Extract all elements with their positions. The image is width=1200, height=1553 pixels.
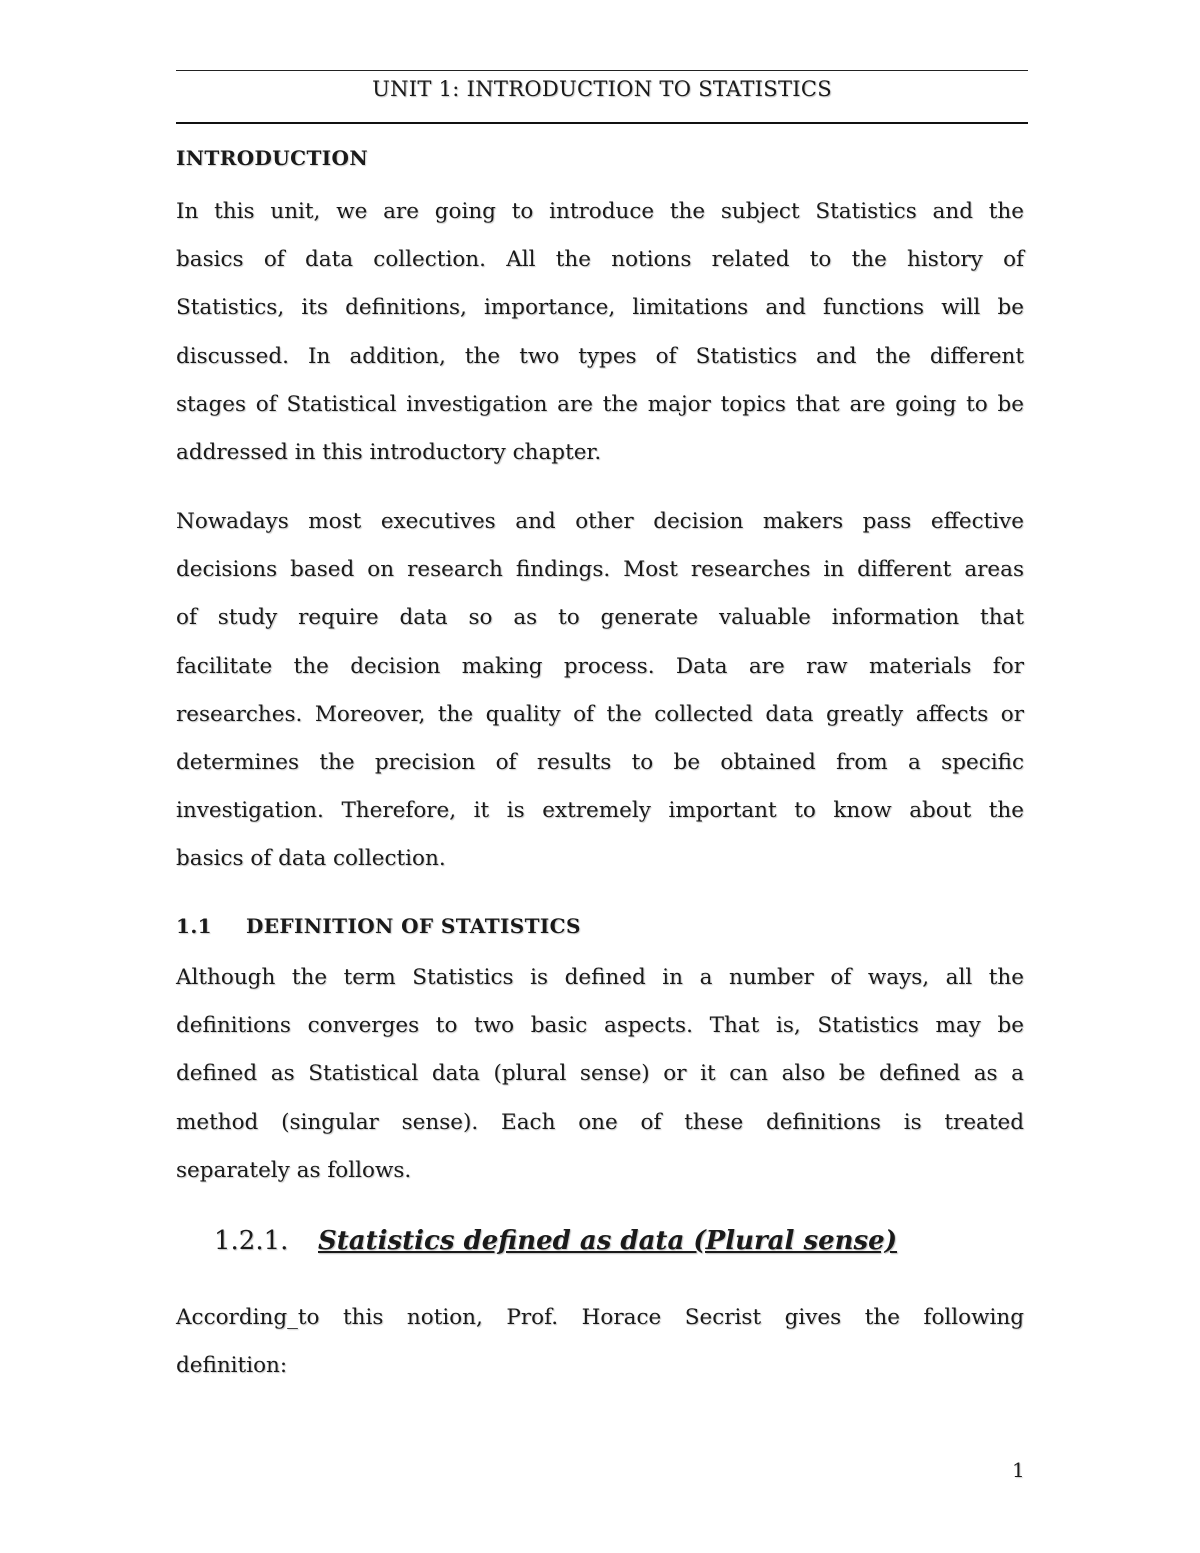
text-line: decisions based on research findings. Most researches in different areas (176, 557, 1024, 583)
text-line: basics of data collection. All the notions related to the history of (176, 247, 1024, 273)
text-line: Nowadays most executives and other decision makers pass effective (176, 509, 1024, 534)
text-line: addressed in this introductory chapter. (176, 440, 602, 466)
section-1-2-1-paragraph (176, 1294, 1024, 1390)
section-number: 1.1 (176, 914, 212, 938)
text-line: definition: (176, 1353, 288, 1379)
text-line: investigation. Therefore, it is extremely important to know about the (176, 798, 1024, 824)
text-line: of study require data so as to generate valuable information that (176, 605, 1024, 631)
text-line: facilitate the decision making process. Data are raw materials for (176, 653, 1024, 679)
introduction-heading: INTRODUCTION (176, 146, 369, 170)
text-line: determines the precision of results to be obtained from a specific (176, 750, 1024, 776)
section-1-1-heading (176, 914, 581, 938)
text-line: researches. Moreover, the quality of the collected data greatly affects or (176, 701, 1024, 727)
text-line: method (singular sense). Each one of these definitions is treated (176, 1109, 1024, 1135)
text-line: Statistics, its definitions, importance, limitations and functions will be (176, 295, 1024, 321)
subsection-number: 1.2.1. (214, 1226, 289, 1256)
section-1-2-1-heading (214, 1226, 897, 1256)
page-number: 1 (1012, 1458, 1025, 1482)
running-head: UNIT 1: INTRODUCTION TO STATISTICS (372, 77, 832, 101)
header-top-rule (176, 70, 1028, 71)
text-line: Although the term Statistics is defined in a number of ways, all the (176, 965, 1024, 990)
text-line: discussed. In addition, the two types of Statistics and the different (176, 343, 1024, 369)
text-line: defined as Statistical data (plural sense) or it can also be defined as a (176, 1061, 1024, 1087)
introduction-paragraph-1 (176, 188, 1024, 477)
introduction-paragraph-2 (176, 498, 1024, 884)
header-bottom-rule (176, 122, 1028, 124)
section-title: DEFINITION OF STATISTICS (246, 914, 581, 938)
section-1-1-paragraph (176, 954, 1024, 1195)
subsection-title: Statistics defined as data (Plural sense) (318, 1226, 898, 1256)
text-line: definitions converges to two basic aspects. That is, Statistics may be (176, 1013, 1024, 1039)
text-line: In this unit, we are going to introduce the subject Statistics and the (176, 199, 1024, 224)
text-line: According_to this notion, Prof. Horace Secrist gives the following (176, 1305, 1024, 1330)
text-line: stages of Statistical investigation are the major topics that are going to be (176, 391, 1024, 417)
text-line: basics of data collection. (176, 846, 446, 872)
text-line: separately as follows. (176, 1157, 412, 1183)
